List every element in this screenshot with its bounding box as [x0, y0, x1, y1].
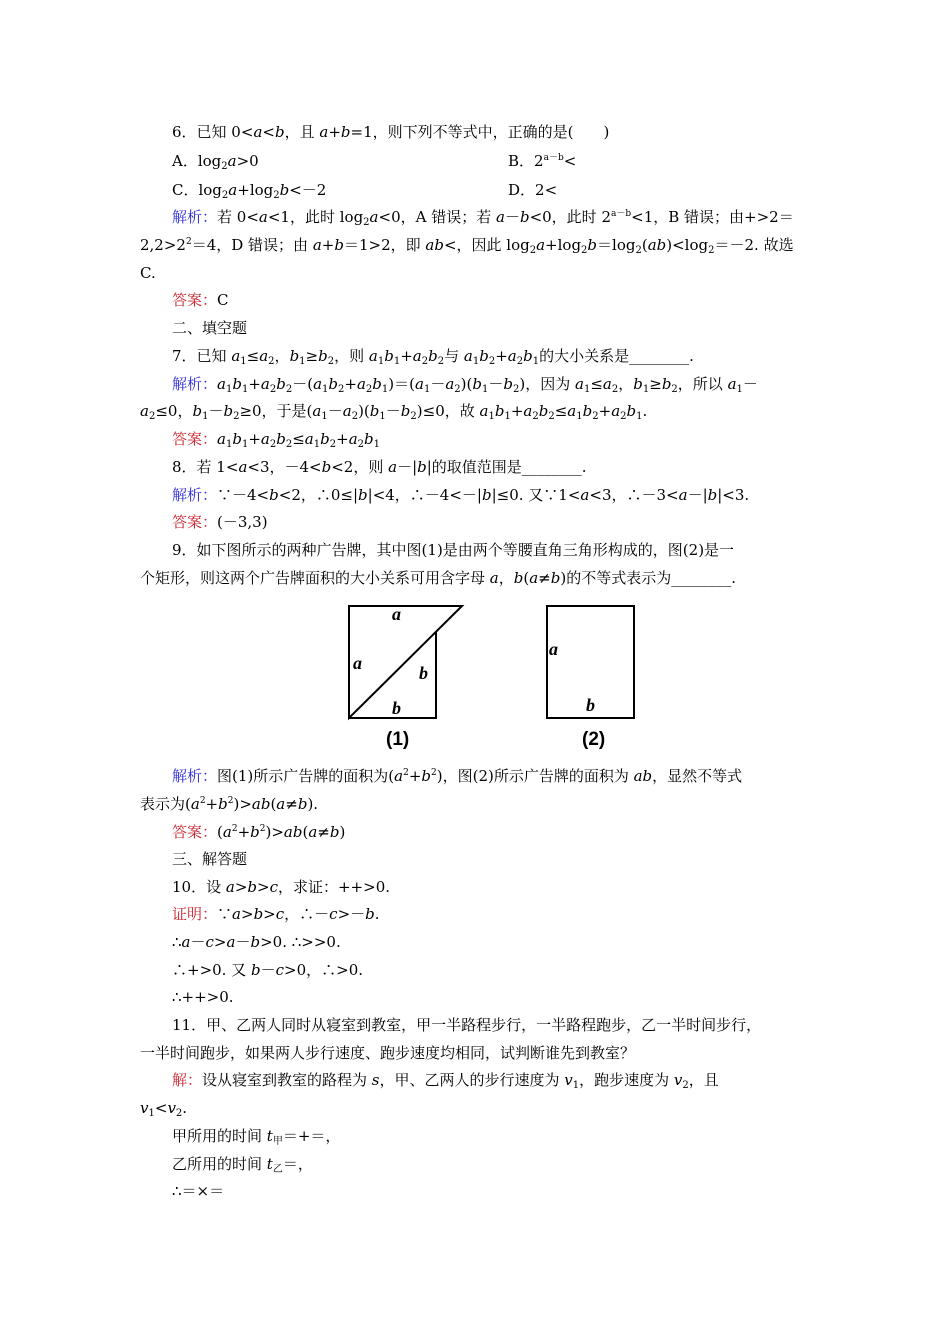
q6-option-d: D．2< — [508, 181, 558, 199]
answer-label: 答案： — [172, 291, 218, 309]
analysis-label: 解析： — [172, 375, 218, 393]
q8-analysis: 解析：∵－4<b<2，∴0≤|b|<4，∴－4<－|b|≤0. 又∵1<a<3，∴－3<a－|b|<3. — [172, 486, 750, 504]
q10-proof-line3: ∴+>0. 又 b－c>0，∴>0. — [172, 961, 364, 979]
q9-analysis-line2: 表示为$(a^2+b^2)>ab(a\ne b)$. — [140, 795, 319, 813]
figure-1-large-triangle — [349, 606, 462, 718]
q7-answer: 答案：$a_1b_1+a_2b_2\le a_1b_2+a_2b_1$ — [172, 430, 380, 450]
q11-solution-line3: 甲所用的时间 $t_甲=+=$， — [172, 1127, 341, 1147]
q10-stem: 10．设 a>b>c，求证：++>0. — [172, 878, 391, 896]
q9-stem-line1: 9．如下图所示的两种广告牌，其中图(1)是由两个等腰直角三角形构成的，图(2)是一 — [172, 541, 735, 559]
q6-option-a: A．$\log_2a>0$ — [172, 152, 259, 172]
q9-answer: 答案：$(a^2+b^2)>ab(a\ne b)$ — [172, 823, 346, 841]
q9-stem-line2: 个矩形，则这两个广告牌面积的大小关系可用含字母 a，b(a≠b)的不等式表示为________. — [140, 569, 736, 587]
q6-answer: 答案：C — [172, 291, 229, 309]
q11-solution-line5: ∴＝×＝ — [172, 1182, 225, 1200]
figure-1-left-label: a — [353, 653, 362, 673]
figure-2-bottom-label: b — [586, 695, 595, 715]
q6-option-c: C．$\log_2a+\log_2b<-2$ — [172, 181, 327, 201]
figure-2 — [547, 606, 634, 750]
q11-solution-line1: 解：设从寝室到教室的路程为 s，甲、乙两人的步行速度为 $v_1$，跑步速度为 $v_2$，且 — [172, 1071, 719, 1091]
figure-1-top-label: a — [392, 604, 401, 624]
q6-analysis-line3: C. — [140, 264, 156, 282]
q7-analysis-line2: $a_2\le 0$，$b_1-b_2\ge 0$，于是$(a_1-a_2)(b_1-b_2)\le 0$，故 $a_1b_1+a_2b_2\le a_1b_2+a_2b_1$. — [140, 402, 648, 422]
q6-analysis-line2: $2,2>2^2=4$，D 错误；由 a+b＝1>2，即 ab<，因此 $\log_2a+\log_2b=\log_2(ab)<\log_2=-2$. 故选 — [140, 236, 794, 256]
q10-proof-line4: ∴++>0. — [172, 988, 234, 1006]
answer-label: 答案： — [172, 513, 218, 531]
q10-proof-line1: 证明：∵a>b>c，∴－c>－b. — [172, 905, 380, 923]
figure-2-left-label: a — [549, 639, 558, 659]
figure-2-caption: (2) — [582, 729, 606, 750]
q8-answer: 答案：(－3,3) — [172, 513, 268, 531]
figure-1 — [349, 604, 462, 750]
q8-stem: 8．若 1<a<3，－4<b<2，则 a－|b|的取值范围是________. — [172, 458, 587, 476]
q6-analysis-line1: 解析：若 0<a<1，此时 $\log_2a<0$，A 错误；若 a－b<0，此时 $2^{a-b}<1$，B 错误；由+>2＝ — [172, 208, 794, 228]
analysis-label: 解析： — [172, 486, 218, 504]
q7-stem: 7．已知 $a_1\le a_2$，$b_1\ge b_2$，则 $a_1b_1+a_2b_2$与 $a_1b_2+a_2b_1$的大小关系是________. — [172, 347, 694, 367]
section-2-heading: 二、填空题 — [172, 319, 248, 337]
q10-proof-line2: ∴a－c>a－b>0. ∴>>0. — [172, 933, 341, 951]
q11-solution-line4: 乙所用的时间 $t_乙=$， — [172, 1155, 313, 1175]
figure-1-caption: (1) — [386, 729, 410, 750]
q11-solution-line2: $v_1<v_2$. — [140, 1099, 188, 1119]
q9-analysis-line1: 解析：图(1)所示广告牌的面积为$(a^2+b^2)$，图(2)所示广告牌的面积为 ab，显然不等式 — [172, 767, 743, 785]
q6-option-b: B．$2^{a-b}<$ — [508, 152, 577, 170]
figure-1-right-label: b — [419, 663, 428, 683]
solution-label: 解： — [172, 1071, 203, 1089]
q11-stem-line1: 11．甲、乙两人同时从寝室到教室，甲一半路程步行，一半路程跑步，乙一半时间步行， — [172, 1016, 762, 1034]
q11-stem-line2: 一半时间跑步，如果两人步行速度、跑步速度均相同，试判断谁先到教室？ — [140, 1044, 636, 1062]
answer-label: 答案： — [172, 823, 218, 841]
answer-label: 答案： — [172, 430, 218, 448]
proof-label: 证明： — [172, 905, 218, 923]
section-3-heading: 三、解答题 — [172, 850, 248, 868]
q7-analysis-line1: 解析：$a_1b_1+a_2b_2-(a_1b_2+a_2b_1)=(a_1-a_2)(b_1-b_2)$，因为 $a_1\le a_2$，$b_1\ge b_2$，所以 $a_1-$ — [172, 375, 758, 395]
billboard-figures — [340, 600, 650, 760]
analysis-label: 解析： — [172, 767, 218, 785]
figure-1-bottom-label: b — [392, 698, 401, 718]
q6-stem: 6．已知 0<a<b，且 a+b=1，则下列不等式中，正确的是( ) — [172, 123, 610, 141]
analysis-label: 解析： — [172, 208, 218, 226]
